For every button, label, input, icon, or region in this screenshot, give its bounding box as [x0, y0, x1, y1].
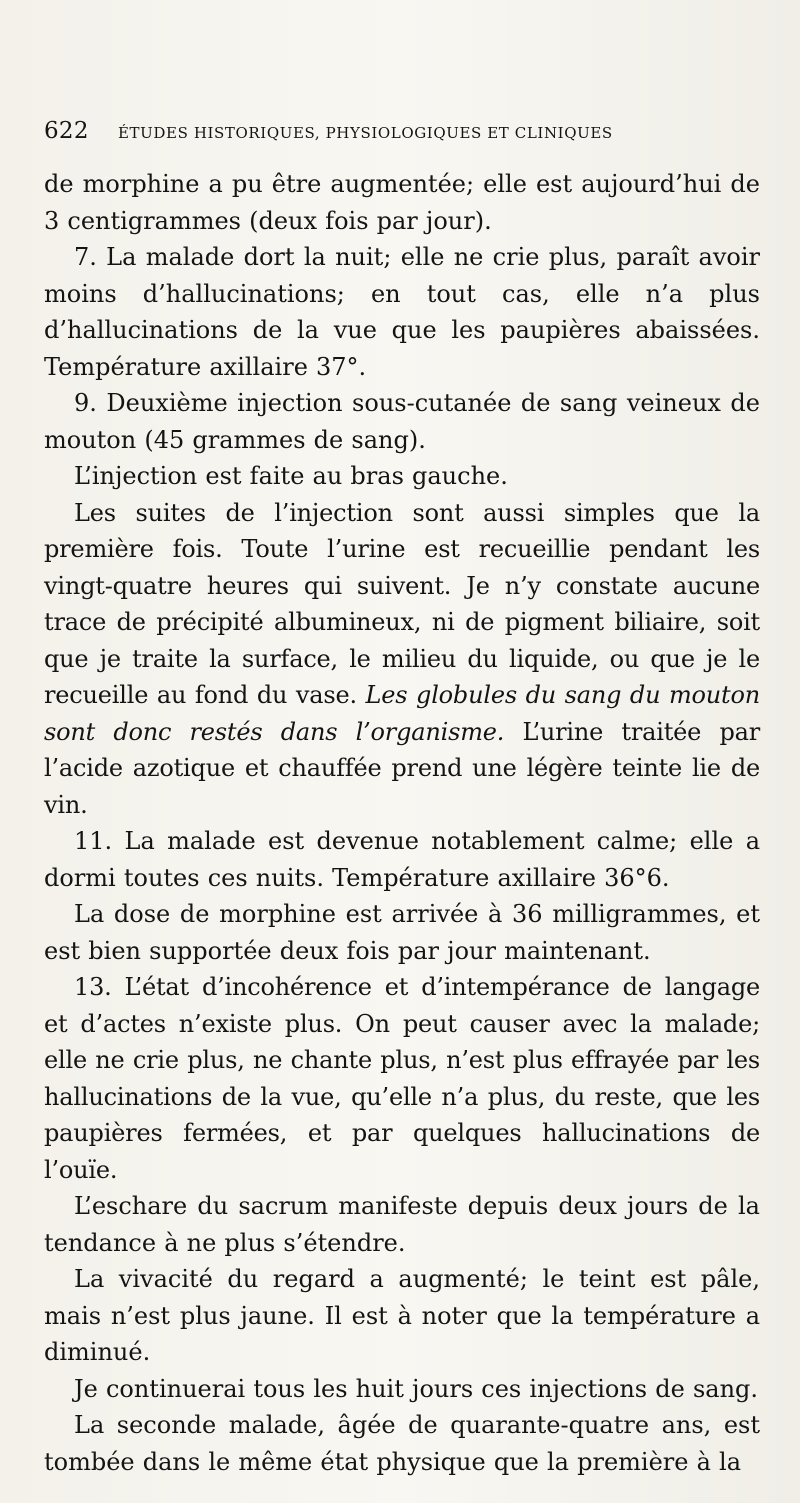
- running-title: ÉTUDES HISTORIQUES, PHYSIOLOGIQUES ET CLINIQUES: [118, 124, 613, 142]
- paragraph-eschare: L’eschare du sacrum manifeste depuis deux jours de la tendance à ne plus s’étendre.: [44, 1192, 760, 1257]
- paragraph-injection-site: L’injection est faite au bras gauche.: [74, 462, 508, 490]
- paragraph-morphine-dose: La dose de morphine est arrivée à 36 milligrammes, et est bien supportée deux fois par jour maintenant.: [44, 900, 760, 965]
- body-text: [44, 166, 760, 1480]
- paragraph-vivacite: La vivacité du regard a augmenté; le teint est pâle, mais n’est plus jaune. Il est à noter que la température a diminué.: [44, 1265, 760, 1366]
- paragraph-continuation-injections: Je continuerai tous les huit jours ces injections de sang.: [74, 1374, 759, 1403]
- paragraph-continuation: de morphine a pu être augmentée; elle est aujourd’hui de 3 centigrammes (deux fois par jour).: [44, 170, 760, 235]
- paragraph-second-patient: La seconde malade, âgée de quarante-quatre ans, est tombée dans le même état physique que la première à la: [44, 1411, 760, 1476]
- results-tail-text: L’urine traitée par l’acide azotique et chauffée prend une légère teinte lie de vin.: [44, 717, 760, 819]
- paragraph-entry-9: 9. Deuxième injection sous-cutanée de sang veineux de mouton (45 grammes de sang).: [44, 389, 760, 454]
- results-italic-text: Les globules du sang du mouton sont donc restés dans l’organisme.: [44, 681, 760, 746]
- paragraph-entry-13: 13. L’état d’incohérence et d’intempérance de langage et d’actes n’existe plus. On peut causer avec la malade; elle ne crie plus, ne chante plus, n’est plus effrayée par les hallucinations de la vue, qu’elle n’a plus, du reste, que les paupières fermées, et par quelques hallucinations de l’ouïe.: [44, 973, 760, 1184]
- paragraph-entry-11: 11. La malade est devenue notablement calme; elle a dormi toutes ces nuits. Température axillaire 36°6.: [44, 827, 760, 892]
- results-lead-text: Les suites de l’injection sont aussi simples que la première fois. Toute l’urine est recueillie pendant les vingt-quatre heures qui suivent. Je n’y constate aucune trace de précipité albumineux, ni de pigment biliaire, soit que je traite la surface, le milieu du liquide, ou que je le recueille au fond du vase.: [44, 498, 760, 709]
- page-number: 622: [44, 118, 89, 144]
- running-head: [44, 118, 760, 156]
- paragraph-injection-results: [44, 495, 760, 824]
- paragraph-entry-7: 7. La malade dort la nuit; elle ne crie plus, paraît avoir moins d’hallucinations; en tout cas, elle n’a plus d’hallucinations de la vue que les paupières abaissées. Température axillaire 37°.: [44, 243, 760, 381]
